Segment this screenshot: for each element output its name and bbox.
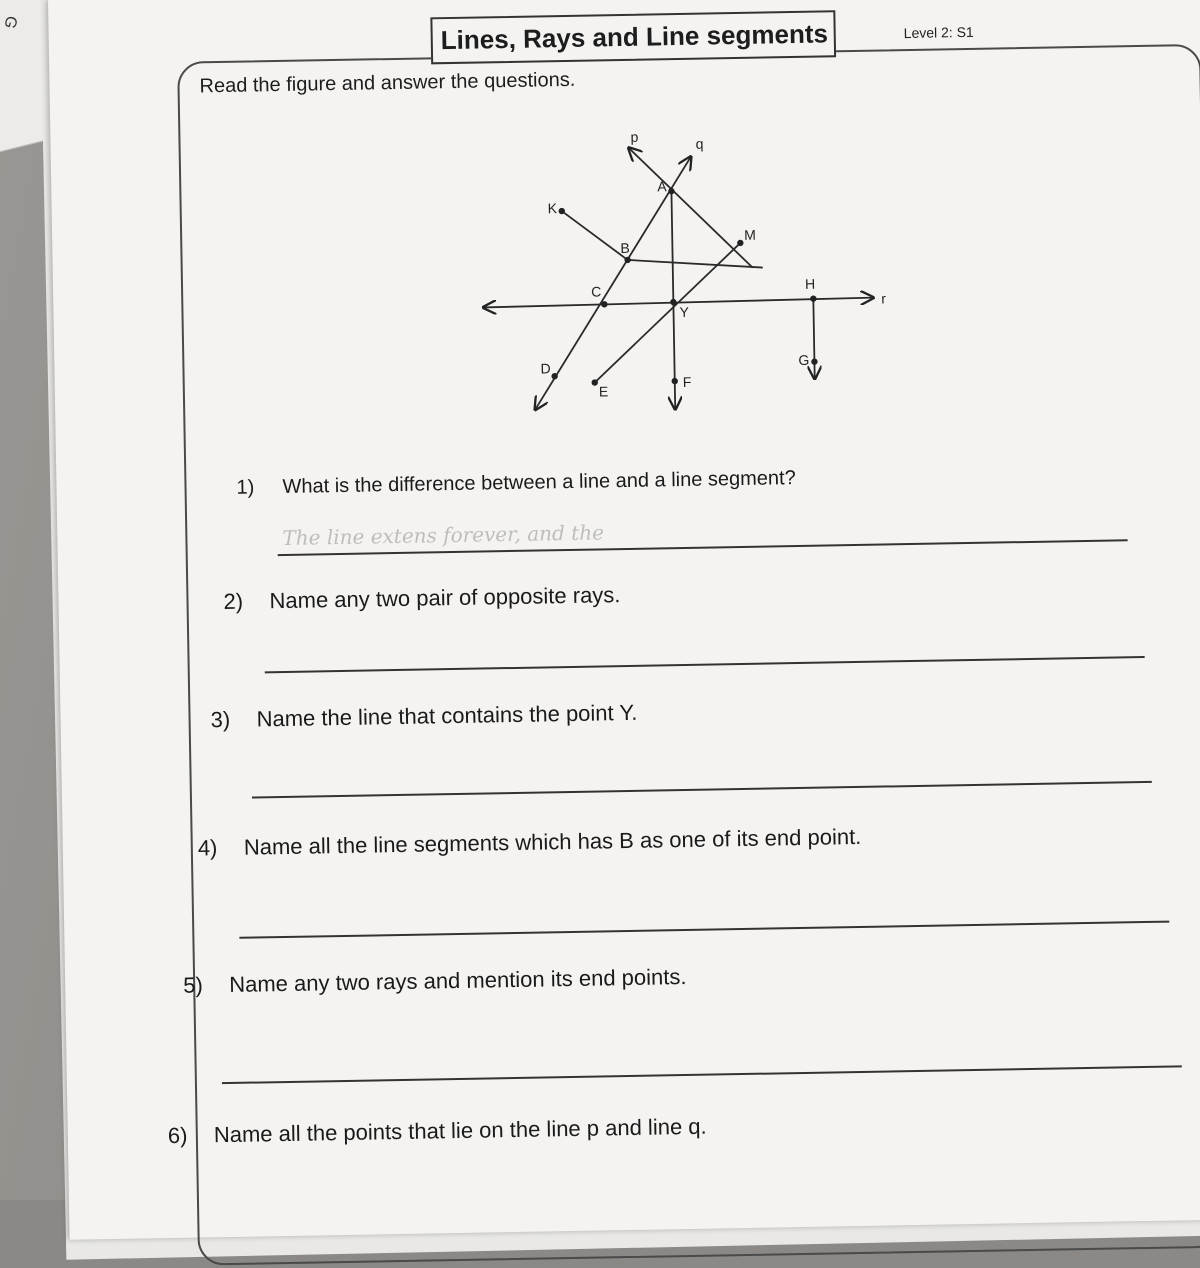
- label-p: p: [630, 128, 639, 145]
- label-H: H: [804, 275, 816, 292]
- ray-HG: [813, 299, 814, 379]
- label-B: B: [620, 239, 630, 257]
- question-text: Name the line that contains the point Y.: [256, 699, 638, 732]
- label-G: G: [798, 351, 810, 368]
- label-M: M: [744, 226, 757, 243]
- question-number: 2): [223, 588, 244, 615]
- question-text: Name any two rays and mention its end points.: [228, 964, 687, 997]
- question-text: Name any two pair of opposite rays.: [269, 582, 621, 614]
- handwritten-answer: The line extens forever, and the: [282, 520, 605, 550]
- question-text: What is the difference between a line and a line segment?: [282, 467, 796, 498]
- label-q: q: [695, 135, 704, 152]
- worksheet-page: [48, 0, 1200, 1240]
- line-q: [531, 157, 695, 410]
- label-F: F: [682, 373, 692, 390]
- question-number: 4): [197, 835, 218, 861]
- label-D: D: [540, 360, 551, 377]
- question-number: 6): [167, 1122, 188, 1149]
- question-text: Name all the points that lie on the line p and line q.: [213, 1113, 707, 1148]
- label-Y: Y: [679, 303, 690, 321]
- question-text: Name all the line segments which has B as one of its end point.: [243, 823, 862, 860]
- instruction-text: Read the figure and answer the questions.: [199, 68, 576, 98]
- question-number: 5): [182, 972, 203, 998]
- label-E: E: [598, 383, 609, 400]
- question-number: 3): [210, 706, 231, 733]
- label-A: A: [657, 178, 667, 195]
- ray-EM: [592, 243, 742, 383]
- geometry-figure: [430, 115, 906, 443]
- label-C: C: [591, 283, 602, 300]
- question-number: 1): [236, 476, 255, 499]
- ray-KB: [562, 210, 628, 261]
- label-r: r: [881, 290, 887, 307]
- label-K: K: [547, 200, 558, 217]
- worksheet-title: Lines, Rays and Line segments: [430, 10, 836, 64]
- ray-BY-extension: [628, 258, 763, 270]
- back-sheet-mark: G: [0, 13, 20, 31]
- line-p: [629, 146, 753, 270]
- level-label: Level 2: S1: [903, 23, 974, 42]
